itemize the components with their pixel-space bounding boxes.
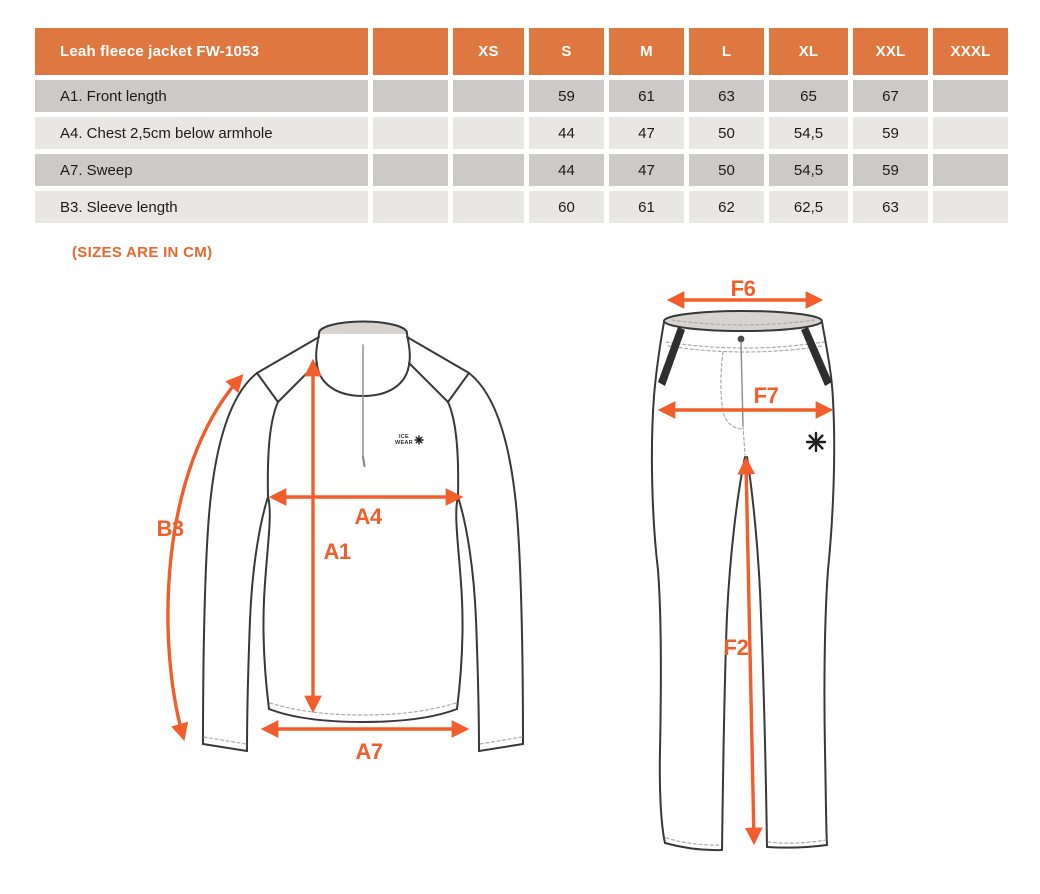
size-value-cell: 65: [769, 80, 848, 112]
jacket-diagram: [156, 322, 523, 765]
f2-label: F2: [723, 635, 749, 660]
size-value-cell: 54,5: [769, 154, 848, 186]
size-value-cell: [453, 154, 524, 186]
size-column-header-xl: XL: [769, 28, 848, 75]
size-value-cell: [933, 117, 1008, 149]
size-value-cell: [453, 80, 524, 112]
size-value-cell: [933, 191, 1008, 223]
svg-text:WEAR: WEAR: [394, 440, 414, 446]
size-column-header-xxl: XXL: [853, 28, 928, 75]
size-value-cell: 59: [853, 154, 928, 186]
size-value-cell: 61: [609, 80, 684, 112]
size-value-cell: [453, 117, 524, 149]
measurement-label: A1. Front length: [35, 80, 368, 112]
size-value-cell: 60: [529, 191, 604, 223]
size-value-cell: 44: [529, 154, 604, 186]
size-value-cell: 59: [853, 117, 928, 149]
size-value-cell: 61: [609, 191, 684, 223]
size-column-header-xs: XS: [453, 28, 524, 75]
measurement-label: B3. Sleeve length: [35, 191, 368, 223]
a1-label: A1: [323, 539, 351, 564]
fly-stitch: [721, 352, 741, 429]
size-value-cell: [933, 154, 1008, 186]
size-column-header-xxxl: XXXL: [933, 28, 1008, 75]
a4-label: A4: [354, 504, 382, 529]
units-note: (SIZES ARE IN CM): [72, 244, 213, 261]
size-column-header-s: S: [529, 28, 604, 75]
pants-diagram: [652, 276, 834, 850]
a7-label: A7: [355, 739, 383, 764]
snowflake-icon: [807, 433, 825, 451]
size-value-cell: 47: [609, 117, 684, 149]
product-title: Leah fleece jacket FW-1053: [35, 28, 368, 75]
size-value-cell: 50: [689, 154, 764, 186]
icewear-logo: [395, 434, 423, 446]
size-value-cell: 62: [689, 191, 764, 223]
size-value-cell: 59: [529, 80, 604, 112]
size-value-cell: 63: [853, 191, 928, 223]
size-value-cell: 62,5: [769, 191, 848, 223]
snowflake-icon: [415, 436, 423, 444]
svg-text:ICE: ICE: [398, 434, 410, 440]
b3-label: B3: [156, 516, 184, 541]
measurement-label: A4. Chest 2,5cm below armhole: [35, 117, 368, 149]
size-value-cell: [373, 154, 448, 186]
size-value-cell: 50: [689, 117, 764, 149]
size-value-cell: [373, 191, 448, 223]
size-value-cell: 67: [853, 80, 928, 112]
size-value-cell: 54,5: [769, 117, 848, 149]
size-value-cell: 47: [609, 154, 684, 186]
measurement-label: A7. Sweep: [35, 154, 368, 186]
f6-label: F6: [730, 276, 756, 301]
garment-diagrams: [0, 270, 1040, 894]
size-value-cell: [373, 117, 448, 149]
size-value-cell: 44: [529, 117, 604, 149]
size-column-header: [373, 28, 448, 75]
size-value-cell: [933, 80, 1008, 112]
size-chart-table: [35, 28, 1008, 223]
size-column-header-m: M: [609, 28, 684, 75]
f7-label: F7: [753, 383, 779, 408]
size-value-cell: [453, 191, 524, 223]
size-value-cell: 63: [689, 80, 764, 112]
pants-waist-opening: [664, 311, 822, 331]
size-column-header-l: L: [689, 28, 764, 75]
size-value-cell: [373, 80, 448, 112]
